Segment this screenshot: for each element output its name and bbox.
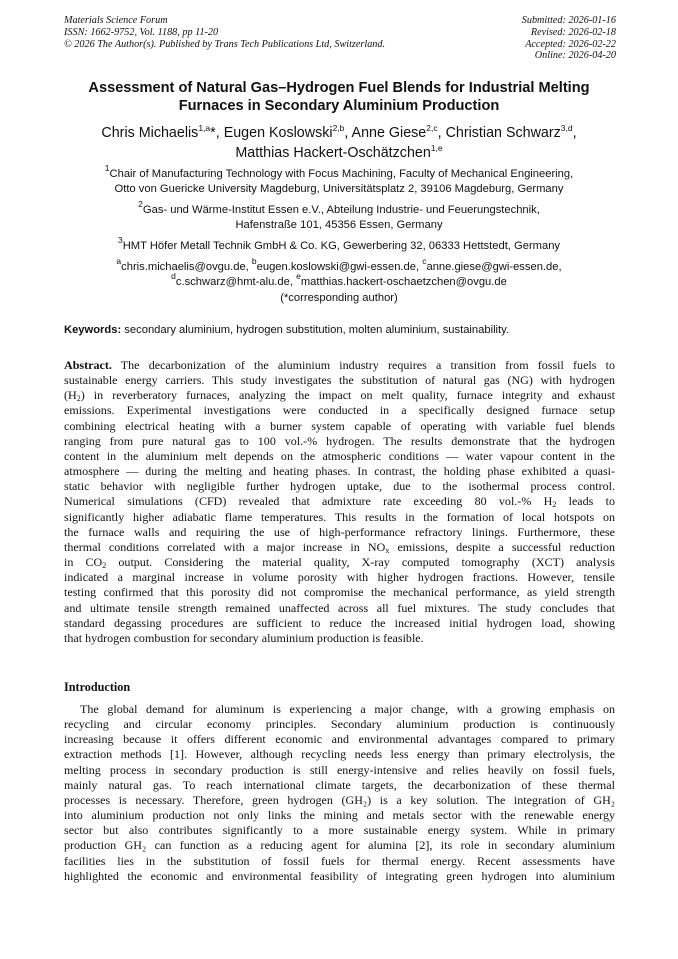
affiliation-3: $^3$HMT Höfer Metall Technik GmbH & Co. KG, Gewerbering 32, 06333 Hettstedt, Germany	[117, 235, 561, 252]
date-revised: Revised: 2026-02-18	[530, 26, 616, 38]
author-affiliation-mark: 2,b	[332, 123, 345, 133]
section-heading-introduction: Introduction	[64, 680, 131, 694]
journal-copyright: © 2026 The Author(s). Published by Trans Tech Publications Ltd, Switzerland.	[64, 38, 386, 50]
email-b[interactable]: eugen.koslowski@gwi-essen.de,	[256, 261, 423, 273]
email-list: $^a$chris.michaelis@ovgu.de, $^b$eugen.koslowski@gwi-essen.de, $^c$anne.giese@gwi-essen.de, $^d$c.schwarz@hmt-alu.de, $^e$matthias.hackert-oschaetzchen@ovgu.de (*corresponding author)	[50, 260, 628, 306]
paper-title	[50, 79, 628, 115]
journal-name: Materials Science Forum	[64, 15, 168, 26]
author-affiliation-mark: 1,a	[198, 123, 211, 133]
author-name: Christian Schwarz	[445, 125, 561, 141]
email-d[interactable]: c.schwarz@hmt-alu.de,	[175, 276, 297, 289]
author-name: Anne Giese	[351, 125, 427, 141]
title-line: Assessment of Natural Gas–Hydrogen Fuel Blends for Industrial Melting	[88, 80, 590, 96]
journal-header	[64, 15, 385, 50]
author-name: Chris Michaelis	[101, 125, 199, 141]
author-name: Matthias Hackert-Oschätzchen	[235, 145, 431, 161]
abstract: Abstract. The decarbonization of the aluminium industry requires a transition from fossil fuels to sustainable energy carriers. This study investigates the substitution of natural gas (NG) with hydrogen $(H_2)$ in reverberatory furnaces, analyzing the impact on melt quality, furnace integrity and exhaust emissions. Experimental investigations were conducted in a specifically designed furnace setup combining electrical heating with a burner system capable of operating with variable fuel blends ranging from pure natural gas to 100 vol.-% hydrogen. The results demonstrate that the hydrogen content in the aluminium melt depends on the atmospheric conditions — water vapour content in the atmosphere — during the melting and heating phases. In contrast, the holding phase exhibited a quasi- static behavior with negligible further hydrogen uptake, due to the isothermal process control. Numerical simulations (CFD) revealed that admixture rate exceeding 80 vol.-% $H_2$ leads to significantly higher adiabatic flame temperatures. This results in the formation of local hotspots on the furnace walls and requiring the use of high-performance refractory linings. Furthermore, these thermal conditions correlated with a major increase in $NO_x$ emissions, despite a successful reduction in $CO_2$ output. Considering the material quality, X-ray computed tomography (XCT) analysis indicated a marginal increase in volume porosity with higher hydrogen fractions. However, tensile testing confirmed that this porosity did not compromise the mechanical performance, as yield strength and ultimate tensile strength remained unaffected across all fuel mixtures. The study concludes that standard degassing procedures are sufficient to reduce the increased initial hydrogen load, showing that hydrogen combustion for secondary aluminium production is feasible.	[64, 358, 615, 645]
affiliation-2: $^2$Gas- und Wärme-Institut Essen e.V., Abteilung Industrie- und Feuerungstechnik, Hafenstraße 101, 45356 Essen, Germany	[138, 199, 540, 232]
author-affiliation-mark: 1,e	[430, 143, 443, 153]
keywords	[64, 322, 616, 338]
email-c[interactable]: anne.giese@gwi-essen.de,	[426, 261, 562, 273]
affiliation-1: $^1$Chair of Manufacturing Technology with Focus Machining, Faculty of Mechanical Engineering, Otto von Guericke University Magdeburg, Universitätsplatz 2, 39106 Magdeburg, Germany	[104, 163, 574, 196]
introduction-body: The global demand for aluminum is experiencing a major change, with a growing emphasis on recycling and circular economy principles. Secondary aluminium production is continuously increasing because it offers different economic and environmental advantages compared to primary extraction methods [1]. However, although recycling needs less energy than primary electrolysis, the melting process in secondary production is still energy-intensive and relies heavily on fossil fuels, mainly natural gas. To reach international climate targets, the decarbonization of these thermal processes is necessary. Therefore, green hydrogen (GH₂) is a key solution. The integration of GH₂ into aluminium production not only links the mining and metals sector with the renewable energy sector but also contributes significantly to a more sustainable energy system. While in primary production GH₂ can function as a reducing agent for alumina [2], its role in secondary aluminium facilities lies in the substitution of fossil fuels for thermal energy. Recent assessments have highlighted the economic and environmental feasibility of integrating green hydrogen into aluminium	[64, 702, 615, 883]
author-name: Eugen Koslowski	[223, 125, 333, 141]
author-list: Chris Michaelis$^{1,a}$*, Eugen Koslowski$^{2,b}$, Anne Giese$^{2,c}$, Christian Schwarz$^{3,d}$, Matthias Hackert-Oschätzchen$^{1,e}$	[101, 123, 577, 161]
author-affiliation-mark: 3,d	[560, 123, 573, 133]
abstract-label: Abstract.	[64, 358, 112, 372]
title-line: Furnaces in Secondary Aluminium Production	[178, 98, 500, 114]
journal-issn: ISSN: 1662-9752, Vol. 1188, pp 11-20	[64, 26, 219, 38]
author-affiliation-mark: 2,c	[426, 123, 438, 133]
date-online: Online: 2026-04-20	[534, 50, 616, 62]
keywords-text: secondary aluminium, hydrogen substitution, molten aluminium, sustainability.	[121, 324, 510, 336]
date-submitted: Submitted: 2026-01-16	[521, 15, 616, 26]
date-accepted: Accepted: 2026-02-22	[525, 38, 616, 50]
email-e[interactable]: matthias.hackert-oschaetzchen@ovgu.de	[300, 276, 507, 289]
keywords-label: Keywords:	[64, 324, 122, 336]
corresponding-author-note: (*corresponding author)	[280, 291, 398, 304]
email-a[interactable]: chris.michaelis@ovgu.de,	[121, 261, 252, 273]
publication-dates	[522, 15, 616, 62]
